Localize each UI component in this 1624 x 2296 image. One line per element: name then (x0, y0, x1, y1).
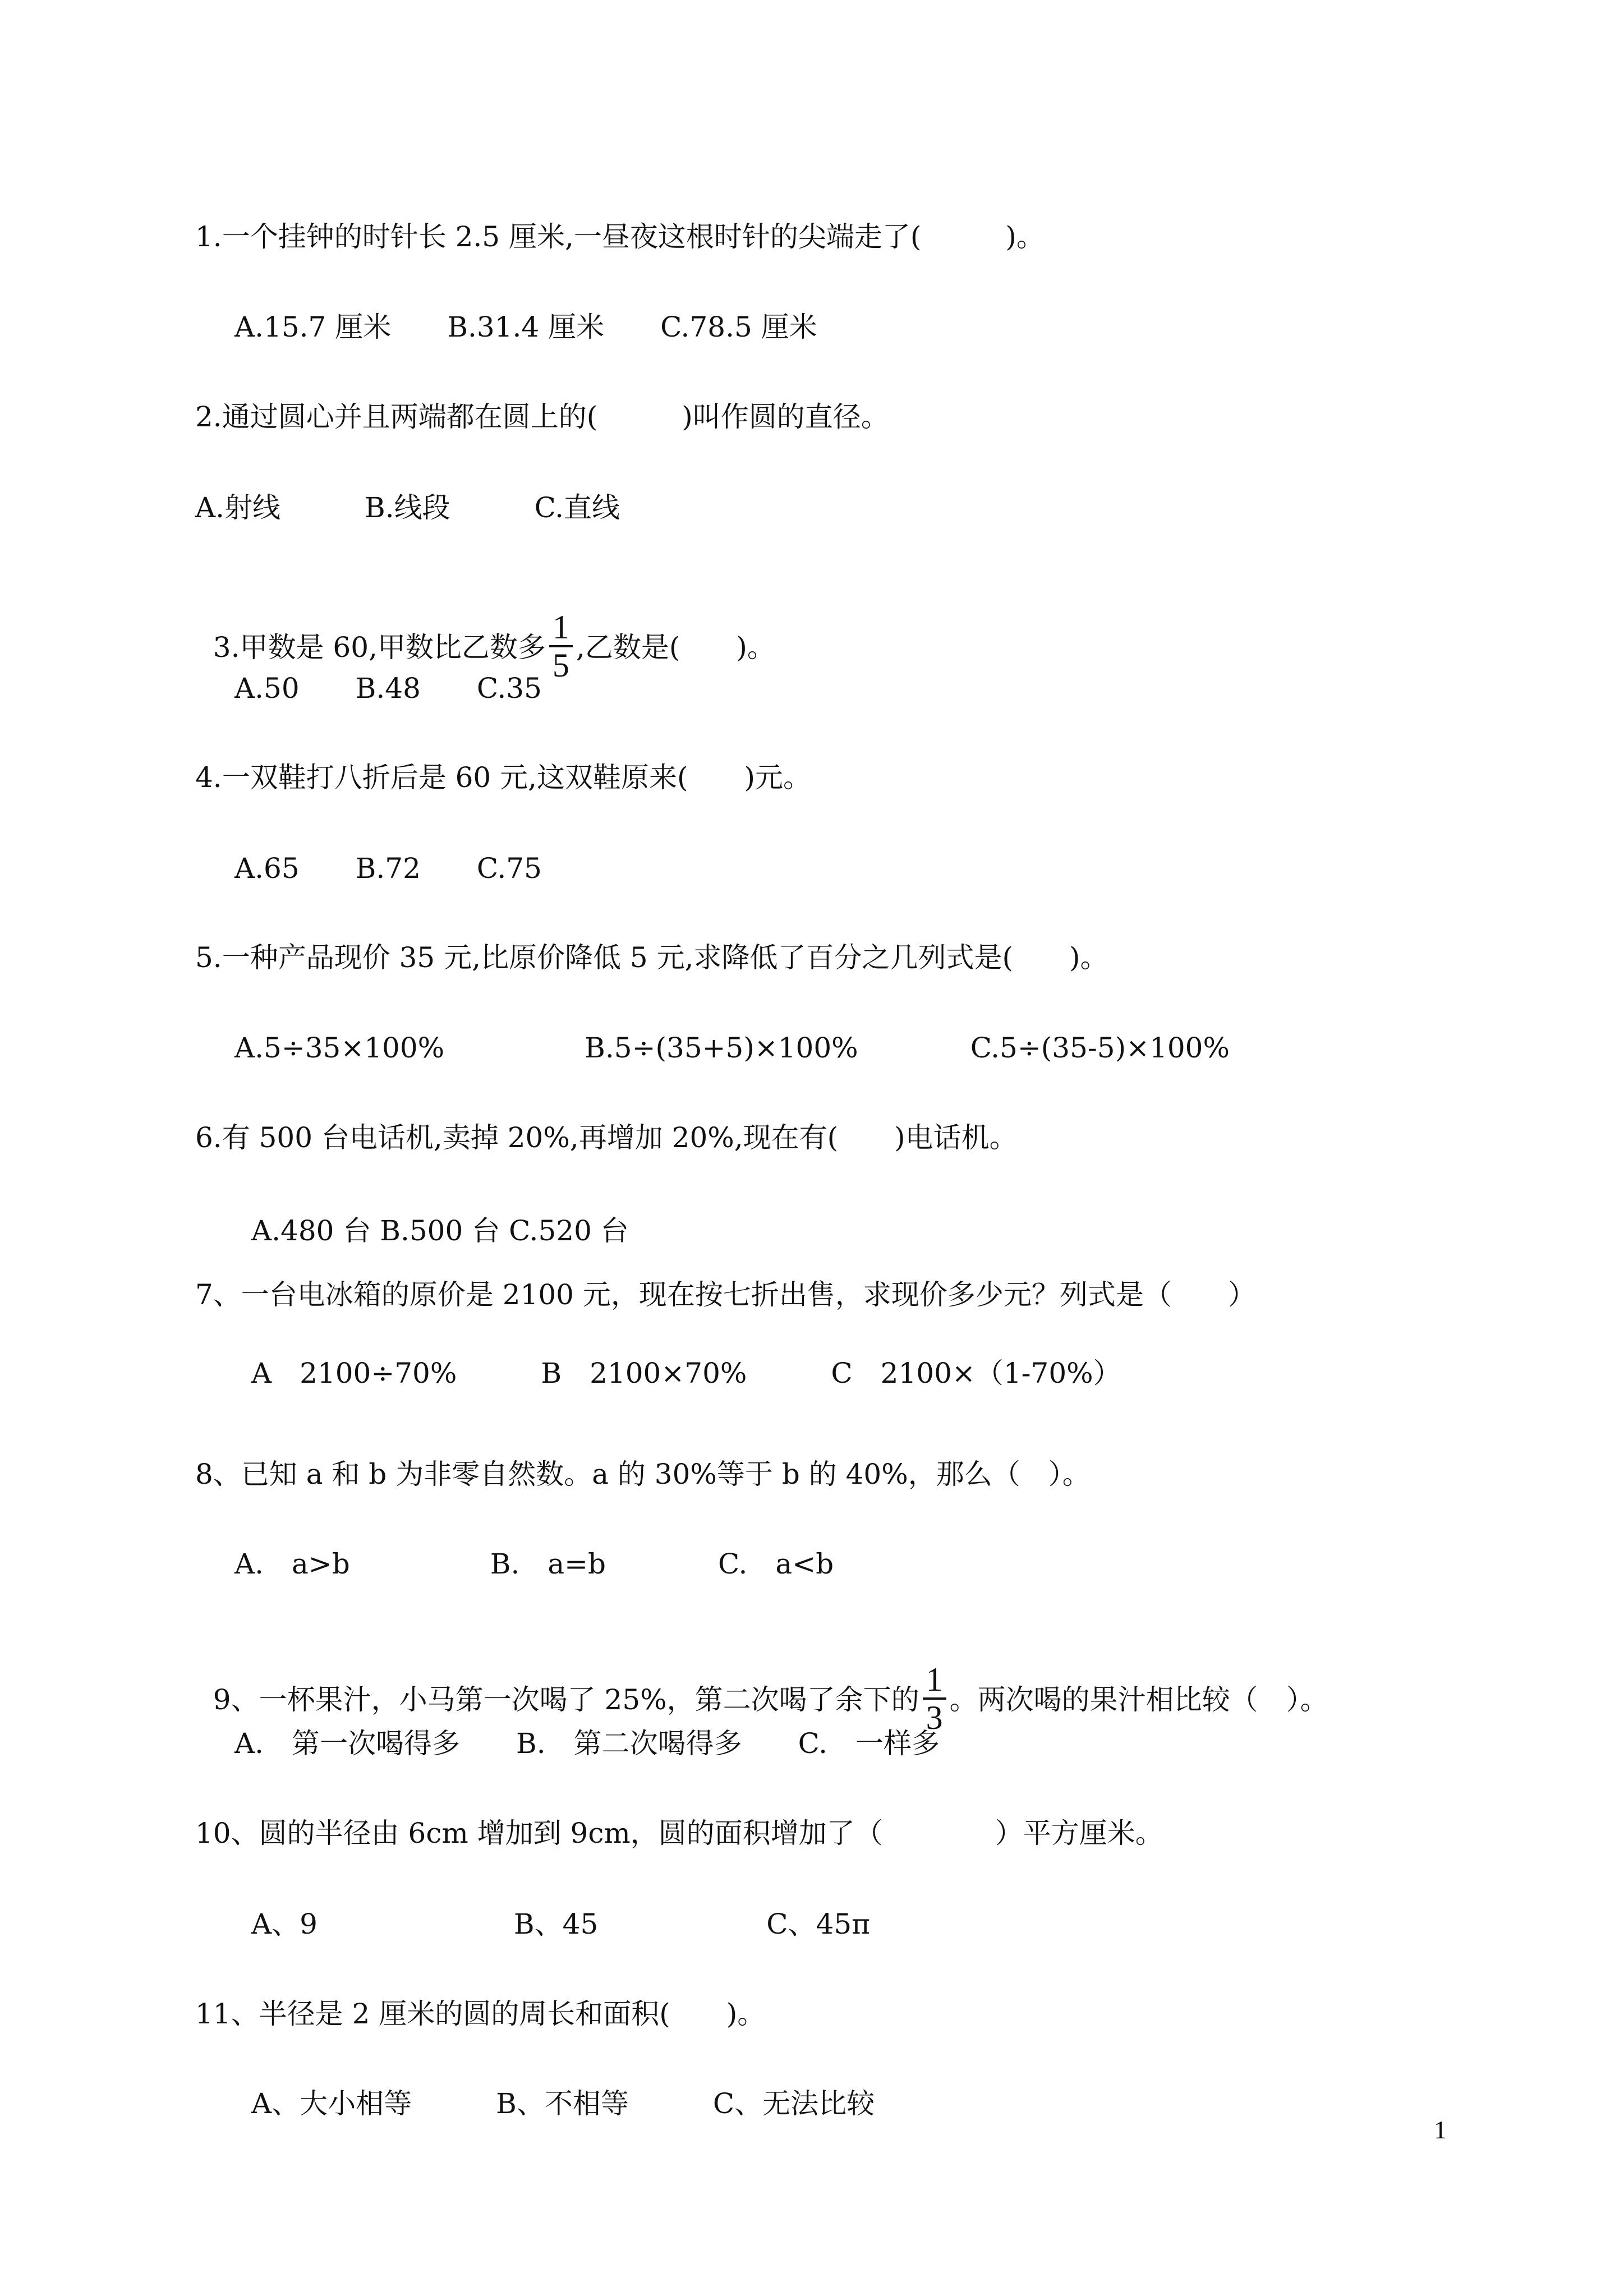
question-4-stem: 4.一双鞋打八折后是 60 元,这双鞋原来( )元。 (195, 761, 812, 794)
question-1-options: A.15.7 厘米 B.31.4 厘米 C.78.5 厘米 (234, 311, 817, 343)
question-9-options: A. 第一次喝得多 B. 第二次喝得多 C. 一样多 (234, 1727, 940, 1760)
question-2-options: A.射线 B.线段 C.直线 (195, 491, 620, 524)
question-4-options: A.65 B.72 C.75 (234, 852, 542, 885)
question-6-stem: 6.有 500 台电话机,卖掉 20%,再增加 20%,现在有( )电话机。 (195, 1121, 1018, 1154)
question-9-stem-before: 9、一杯果汁，小马第一次喝了 25%，第二次喝了余下的 (213, 1683, 919, 1716)
fraction-denominator: 5 (552, 647, 569, 684)
question-8-options: A. a>b B. a=b C. a<b (234, 1548, 834, 1580)
fraction-denominator: 3 (926, 1699, 943, 1736)
question-3-options: A.50 B.48 C.35 (234, 672, 542, 705)
fraction-numerator: 1 (923, 1662, 946, 1700)
question-2-stem: 2.通过圆心并且两端都在圆上的( )叫作圆的直径。 (195, 401, 889, 433)
question-9-stem (195, 1631, 1328, 1739)
question-8-stem: 8、已知 a 和 b 为非零自然数。a 的 30%等于 b 的 40%，那么（ ）。 (195, 1458, 1091, 1490)
fraction-one-fifth (549, 609, 573, 683)
question-3-stem-before: 3.甲数是 60,甲数比乙数多 (213, 631, 546, 664)
question-10-stem: 10、圆的半径由 6cm 增加到 9cm，圆的面积增加了（ ）平方厘米。 (195, 1817, 1163, 1849)
question-7-stem: 7、一台电冰箱的原价是 2100 元，现在按七折出售，求现价多少元？列式是（ ） (195, 1278, 1256, 1311)
page-number: 1 (1434, 2115, 1447, 2144)
question-11-options: A、大小相等 B、不相等 C、无法比较 (251, 2087, 875, 2120)
question-7-options: A 2100÷70% B 2100×70% C 2100×（1-70%） (251, 1357, 1121, 1389)
question-11-stem: 11、半径是 2 厘米的圆的周长和面积( )。 (195, 1998, 766, 2030)
question-3-stem-after: ,乙数是( )。 (576, 631, 775, 664)
fraction-one-third (923, 1662, 946, 1736)
question-5-options: A.5÷35×100% B.5÷(35+5)×100% C.5÷(35-5)×100% (234, 1032, 1230, 1064)
question-3-stem (195, 579, 775, 687)
question-10-options: A、9 B、45 C、45π (251, 1908, 871, 1940)
question-6-options: A.480 台 B.500 台 C.520 台 (251, 1214, 629, 1247)
fraction-numerator: 1 (549, 609, 573, 647)
question-5-stem: 5.一种产品现价 35 元,比原价降低 5 元,求降低了百分之几列式是( )。 (195, 941, 1108, 974)
question-1-stem: 1.一个挂钟的时针长 2.5 厘米,一昼夜这根时针的尖端走了( )。 (195, 220, 1045, 253)
question-9-stem-after: 。两次喝的果汁相比较（ ）。 (949, 1683, 1328, 1716)
